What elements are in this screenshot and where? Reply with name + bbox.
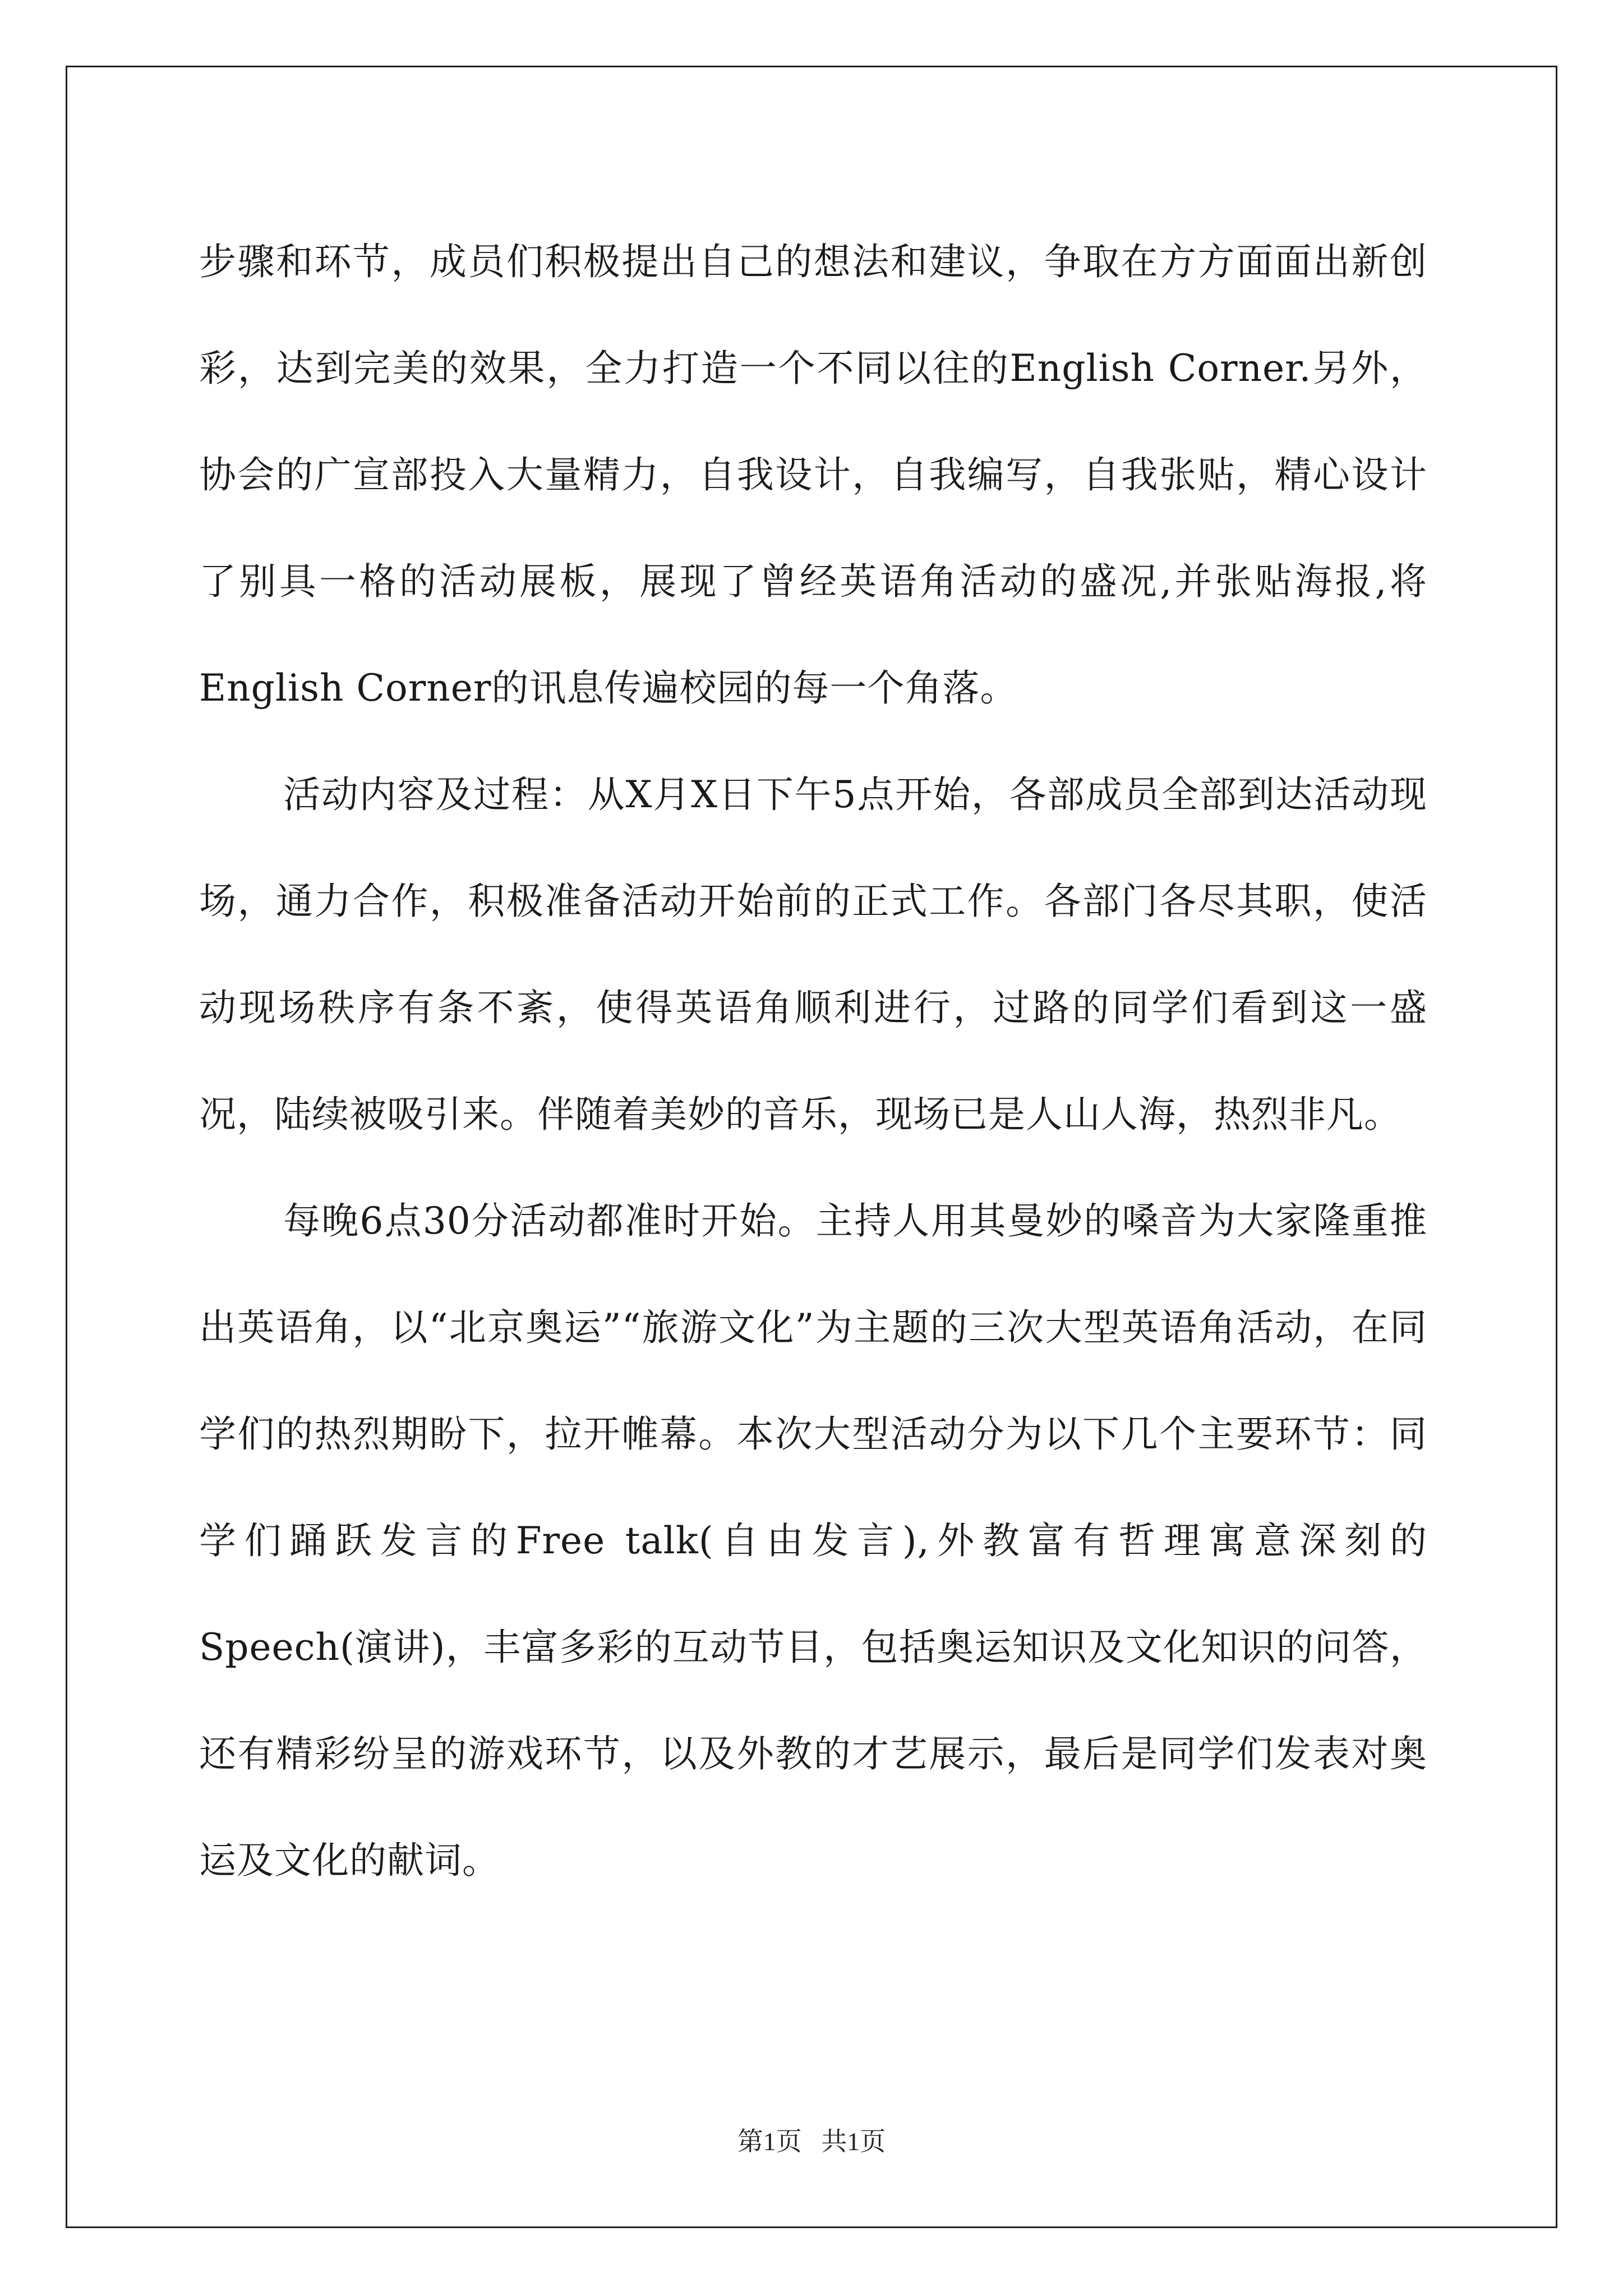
document-body	[199, 209, 1427, 1914]
page-number-footer: 第1页 共1页	[737, 2127, 886, 2156]
paragraph-3: 每晚6点30分活动都准时开始。主持人用其曼妙的嗓音为大家隆重推出英语角，以“北京奥运”“旅游文化”为主题的三次大型英语角活动，在同学们的热烈期盼下，拉开帷幕。本次大型活动分为以下几个主要环节：同学们踊跃发言的Free talk(自由发言),外教富有哲理寓意深刻的Speech(演讲)，丰富多彩的互动节目，包括奥运知识及文化知识的问答，还有精彩纷呈的游戏环节，以及外教的才艺展示，最后是同学们发表对奥运及文化的献词。	[199, 1199, 1427, 1882]
paragraph-2: 活动内容及过程：从X月X日下午5点开始，各部成员全部到达活动现场，通力合作，积极准备活动开始前的正式工作。各部门各尽其职，使活动现场秩序有条不紊，使得英语角顺利进行，过路的同学们看到这一盛况，陆续被吸引来。伴随着美妙的音乐，现场已是人山人海，热烈非凡。	[199, 773, 1427, 1136]
paragraph-1: 步骤和环节，成员们积极提出自己的想法和建议，争取在方方面面出新创彩，达到完美的效果，全力打造一个不同以往的English Corner.另外，协会的广宣部投入大量精力，自我设计，自我编写，自我张贴，精心设计了别具一格的活动展板，展现了曾经英语角活动的盛况,并张贴海报,将English Corner的讯息传遍校园的每一个角落。	[199, 240, 1427, 710]
